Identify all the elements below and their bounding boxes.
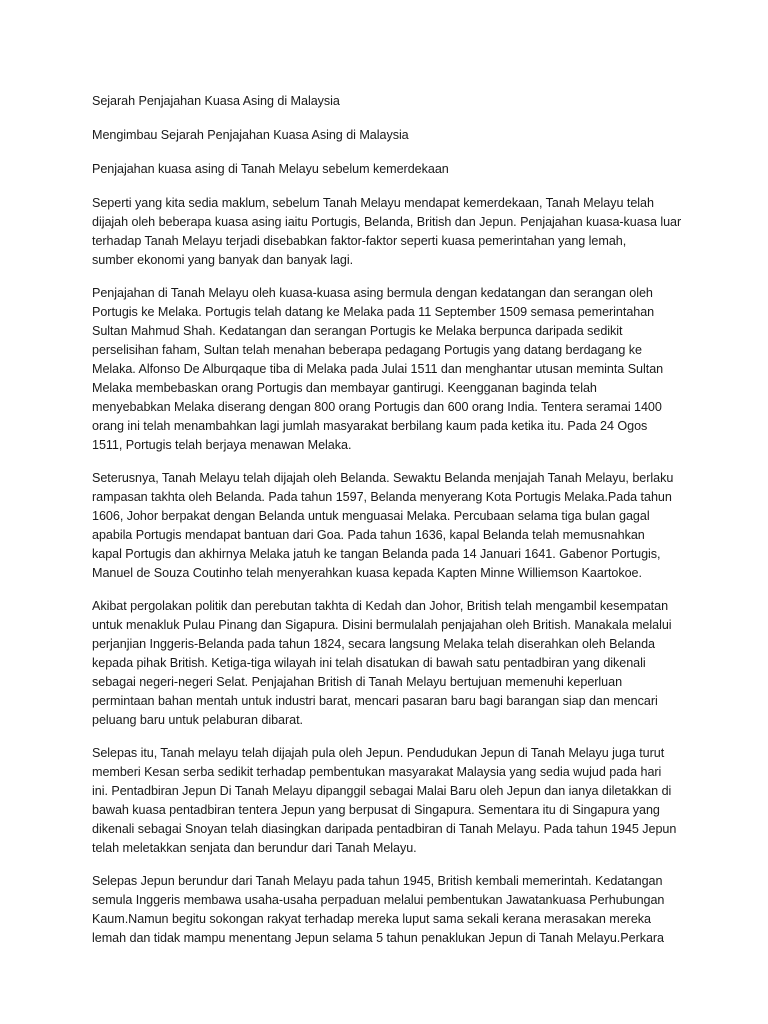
- text-line: Manuel de Souza Coutinho telah menyerahkan kuasa kepada Kapten Minne Williemson Kaartokoe.: [92, 566, 642, 580]
- text-line: Selepas Jepun berundur dari Tanah Melayu pada tahun 1945, British kembali memerintah. Kedatangan: [92, 874, 663, 888]
- paragraph-british-return: [92, 872, 676, 948]
- text-line: semula Inggeris membawa usaha-usaha perpaduan melalui pembentukan Jawatankuasa Perhubungan: [92, 893, 665, 907]
- paragraph-jepun: [92, 744, 676, 858]
- paragraph-belanda: [92, 469, 676, 583]
- paragraph-intro: [92, 194, 682, 270]
- document-title: Sejarah Penjajahan Kuasa Asing di Malaysia: [92, 94, 340, 108]
- text-line: Seperti yang kita sedia maklum, sebelum Tanah Melayu mendapat kemerdekaan, Tanah Melayu telah: [92, 196, 654, 210]
- paragraph-portugis: [92, 284, 676, 455]
- text-line: kepada pihak British. Ketiga-tiga wilayah ini telah disatukan di bawah satu pentadbiran yang dikenali: [92, 656, 646, 670]
- text-line: memberi Kesan serba sedikit terhadap pembentukan masyarakat Malaysia yang sedia wujud pada hari: [92, 765, 662, 779]
- text-line: 1511, Portugis telah berjaya menawan Melaka.: [92, 438, 352, 452]
- text-line: bawah kuasa pentadbiran tentera Jepun yang berpusat di Singapura. Sementara itu di Singapura yang: [92, 803, 660, 817]
- text-line: Selepas itu, Tanah melayu telah dijajah pula oleh Jepun. Pendudukan Jepun di Tanah Melayu juga turut: [92, 746, 665, 760]
- text-line: Portugis ke Melaka. Portugis telah datang ke Melaka pada 11 September 1509 semasa pemerintahan: [92, 305, 655, 319]
- text-line: terhadap Tanah Melayu terjadi disebabkan faktor-faktor seperti kuasa pemerintahan yang lemah,: [92, 234, 627, 248]
- section-heading: Penjajahan kuasa asing di Tanah Melayu sebelum kemerdekaan: [92, 162, 449, 176]
- text-line: permintaan bahan mentah untuk industri barat, mencari pasaran baru bagi barangan siap dan mencari: [92, 694, 658, 708]
- text-line: Sultan Mahmud Shah. Kedatangan dan serangan Portugis ke Melaka berpunca daripada sedikit: [92, 324, 623, 338]
- text-line: kapal Portugis dan akhirnya Melaka jatuh ke tangan Belanda pada 14 Januari 1641. Gabenor Portugis,: [92, 547, 661, 561]
- text-line: Penjajahan di Tanah Melayu oleh kuasa-kuasa asing bermula dengan kedatangan dan serangan oleh: [92, 286, 653, 300]
- text-line: untuk menakluk Pulau Pinang dan Sigapura. Disini bermulalah penjajahan oleh British. Manakala melalui: [92, 618, 672, 632]
- paragraph-british: [92, 597, 676, 730]
- text-line: lemah dan tidak mampu menentang Jepun selama 5 tahun penaklukan Jepun di Tanah Melayu.Perkara: [92, 931, 665, 945]
- text-line: Akibat pergolakan politik dan perebutan takhta di Kedah dan Johor, British telah mengambil kesempatan: [92, 599, 669, 613]
- text-line: peluang baru untuk pelaburan dibarat.: [92, 713, 304, 727]
- text-line: dijajah oleh beberapa kuasa asing iaitu Portugis, Belanda, British dan Jepun. Penjajahan kuasa-kuasa luar: [92, 215, 682, 229]
- text-line: 1606, Johor berpakat dengan Belanda untuk menguasai Melaka. Percubaan selama tiga bulan gagal: [92, 509, 650, 523]
- text-line: orang ini telah menambahkan lagi jumlah masyarakat berbilang kaum pada ketika itu. Pada 24 Ogos: [92, 419, 648, 433]
- text-line: Kaum.Namun begitu sokongan rakyat terhadap mereka luput sama sekali kerana merasakan mereka: [92, 912, 651, 926]
- text-line: sumber ekonomi yang banyak dan banyak lagi.: [92, 253, 354, 267]
- text-line: Seterusnya, Tanah Melayu telah dijajah oleh Belanda. Sewaktu Belanda menjajah Tanah Melayu, berlaku: [92, 471, 674, 485]
- text-line: rampasan takhta oleh Belanda. Pada tahun 1597, Belanda menyerang Kota Portugis Melaka.Pada tahun: [92, 490, 672, 504]
- text-line: ini. Pentadbiran Jepun Di Tanah Melayu dipanggil sebagai Malai Baru oleh Jepun dan ianya diletakkan di: [92, 784, 672, 798]
- text-line: sebagai negeri-negeri Selat. Penjajahan British di Tanah Melayu bertujuan memenuhi keperluan: [92, 675, 623, 689]
- text-line: Melaka membebaskan orang Portugis dan membayar gantirugi. Keengganan baginda telah: [92, 381, 597, 395]
- text-line: apabila Portugis mendapat bantuan dari Goa. Pada tahun 1636, kapal Belanda telah memusnahkan: [92, 528, 645, 542]
- text-line: telah meletakkan senjata dan berundur dari Tanah Melayu.: [92, 841, 417, 855]
- text-line: perselisihan faham, Sultan telah menahan beberapa pedagang Portugis yang datang berdagang ke: [92, 343, 642, 357]
- text-line: dikenali sebagai Snoyan telah diasingkan daripada pentadbiran di Tanah Melayu. Pada tahun 1945 Jepun: [92, 822, 677, 836]
- text-line: Melaka. Alfonso De Alburqaque tiba di Melaka pada Julai 1511 dan menghantar utusan meminta Sultan: [92, 362, 664, 376]
- text-line: menyebabkan Melaka diserang dengan 800 orang Portugis dan 600 orang India. Tentera seramai 1400: [92, 400, 662, 414]
- text-line: perjanjian Inggeris-Belanda pada tahun 1824, secara langsung Melaka telah diserahkan oleh Belanda: [92, 637, 655, 651]
- document-subtitle: Mengimbau Sejarah Penjajahan Kuasa Asing di Malaysia: [92, 128, 409, 142]
